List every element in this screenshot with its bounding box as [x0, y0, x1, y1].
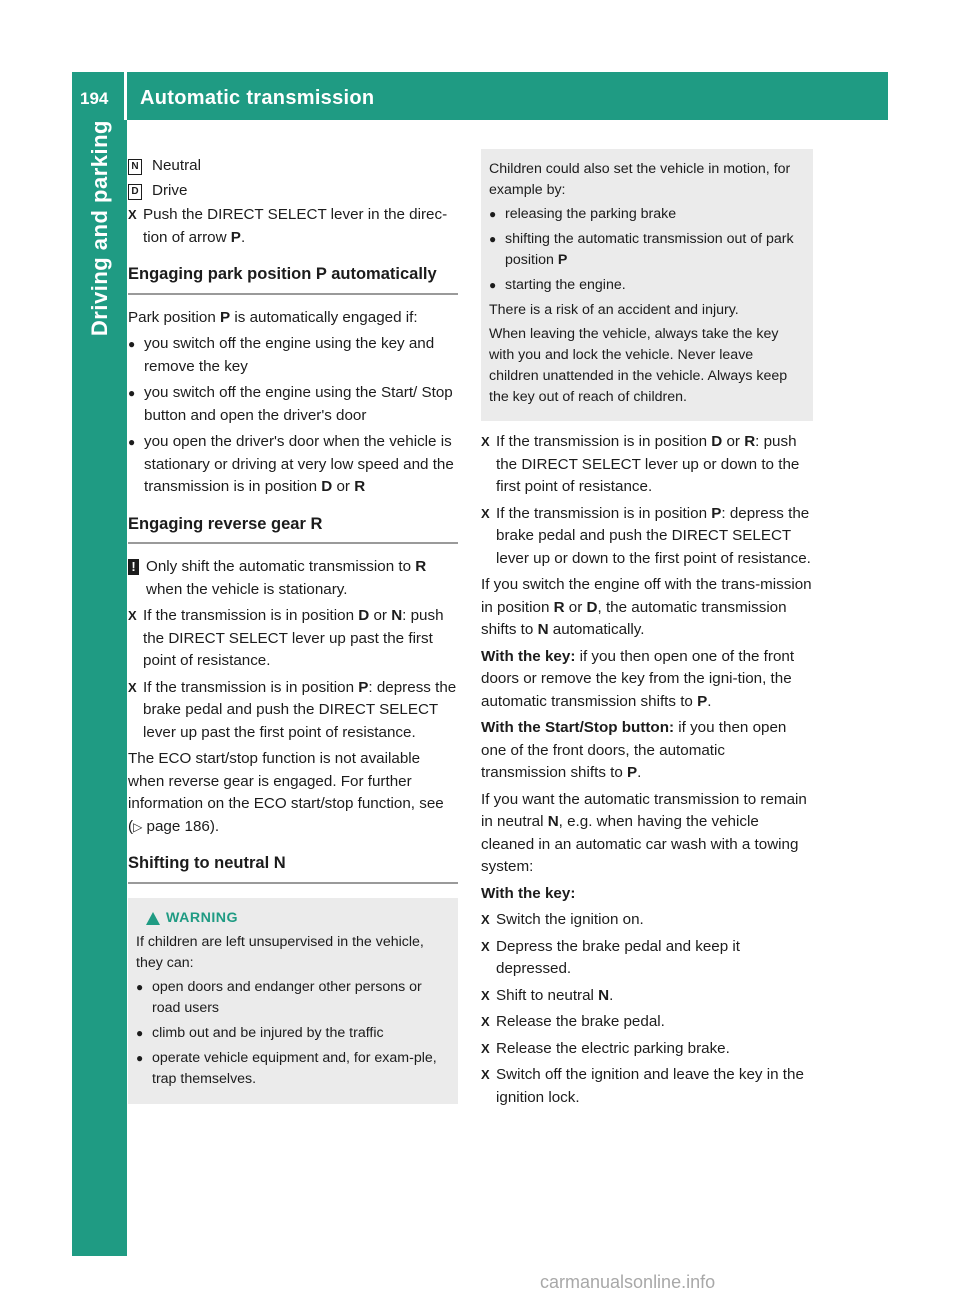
with-key-label: With the key:: [481, 884, 576, 902]
page-title: Automatic transmission: [140, 87, 375, 109]
list-item: ● starting the engine.: [489, 277, 626, 293]
para-engine-off: If you switch the engine off with the trans-mission in position R or D, the automatic transmission shifts to N automatically.: [481, 576, 812, 638]
warning-triangle-icon: [146, 912, 160, 925]
list-item: ● you open the driver's door when the vehicle is stationary or driving at very low speed and the transmission is in position D or R: [128, 433, 454, 495]
park-intro: Park position P is automatically engaged if:: [128, 308, 418, 326]
list-item: ● shifting the automatic transmission out of park position P: [489, 231, 794, 268]
page-ref-arrow-icon: ▷: [133, 819, 143, 834]
para-start-stop: With the Start/Stop button: if you then open one of the front doors, the automatic transmission shifts to P.: [481, 719, 787, 781]
drive-key-icon: D: [128, 184, 142, 200]
right-column: [481, 155, 813, 1113]
step-right-1: X If the transmission is in position D or R: push the DIRECT SELECT lever up or down to the first point of resistance.: [481, 431, 813, 499]
warning-intro: If children are left unsupervised in the vehicle, they can:: [136, 933, 424, 971]
warning-box-continued: [481, 149, 813, 421]
list-item: ● open doors and endanger other persons or road users: [136, 978, 422, 1016]
list-item: ● operate vehicle equipment and, for exam-ple, trap themselves.: [136, 1049, 437, 1087]
header-divider: [124, 72, 127, 120]
heading-reverse-gear: Engaging reverse gear R: [128, 513, 458, 545]
step-text: Push the DIRECT SELECT lever in the direc-tion of arrow P.: [143, 206, 448, 246]
final-step: X Switch the ignition on.: [481, 911, 644, 928]
final-step: X Depress the brake pedal and keep it depressed.: [481, 937, 741, 977]
step-push-arrow: [128, 204, 458, 249]
key-label: Neutral: [152, 157, 201, 174]
warning-box: [128, 898, 458, 1104]
step-reverse-2: X If the transmission is in position P: depress the brake pedal and push the DIRECT SELECT lever up past the first point of resistance.: [128, 677, 458, 745]
step-arrow-icon: X: [128, 679, 137, 695]
box-intro: Children could also set the vehicle in motion, for example by:: [489, 161, 791, 198]
step-reverse-1: X If the transmission is in position D or N: push the DIRECT SELECT lever up past the first point of resistance.: [128, 605, 458, 673]
step-arrow-icon: X: [481, 505, 490, 521]
note-reverse: ! Only shift the automatic transmission to R when the vehicle is stationary.: [128, 556, 458, 601]
watermark: carmanualsonline.info: [540, 1272, 716, 1292]
warning-title: WARNING: [136, 908, 450, 929]
step-arrow-icon: X: [128, 608, 137, 623]
para-neutral: If you want the automatic transmission to remain in neutral N, e.g. when having the vehicle cleaned in an automatic car wash with a towing system:: [481, 790, 807, 875]
key-label: Drive: [152, 181, 188, 199]
box-risk: There is a risk of an accident and injury.: [489, 302, 739, 318]
final-step: X Shift to neutral N.: [481, 986, 614, 1004]
box-advice: When leaving the vehicle, always take the key with you and lock the vehicle. Never leave children unattended in the vehicle. Always keep the key out of reach of children.: [489, 326, 788, 405]
list-item: ● climb out and be injured by the traffic: [136, 1024, 384, 1041]
eco-paragraph: The ECO start/stop function is not available when reverse gear is engaged. For further information on the ECO start/stop function, see (▷ page 186).: [128, 750, 444, 835]
final-step: X Release the electric parking brake.: [481, 1039, 730, 1057]
key-item-drive: [128, 180, 458, 203]
side-tab-label-wrap: [72, 120, 127, 420]
neutral-key-icon: N: [128, 159, 142, 175]
list-item: ● you switch off the engine using the Start/ Stop button and open the driver's door: [128, 384, 453, 424]
caution-icon: !: [128, 559, 139, 575]
left-column: [128, 155, 458, 1104]
step-right-2: X If the transmission is in position P: depress the brake pedal and push the DIRECT SELECT lever up or down to the first point of resistance.: [481, 503, 813, 571]
heading-neutral: Shifting to neutral N: [128, 852, 458, 884]
key-item-neutral: [128, 155, 458, 178]
final-step: X Switch off the ignition and leave the key in the ignition lock.: [481, 1066, 804, 1106]
final-step: X Release the brake pedal.: [481, 1013, 665, 1030]
list-item: ● releasing the parking brake: [489, 206, 677, 222]
step-arrow-icon: X: [128, 207, 137, 222]
side-tab-label: Driving and parking: [86, 120, 112, 337]
list-item: ● you switch off the engine using the key and remove the key: [128, 335, 435, 375]
step-arrow-icon: X: [481, 434, 490, 449]
heading-park-position: Engaging park position P automatically: [128, 263, 458, 295]
para-with-key: With the key: if you then open one of the front doors or remove the key from the igni-tion, the automatic transmission shifts to P.: [481, 647, 795, 710]
page-number: 194: [80, 89, 109, 108]
